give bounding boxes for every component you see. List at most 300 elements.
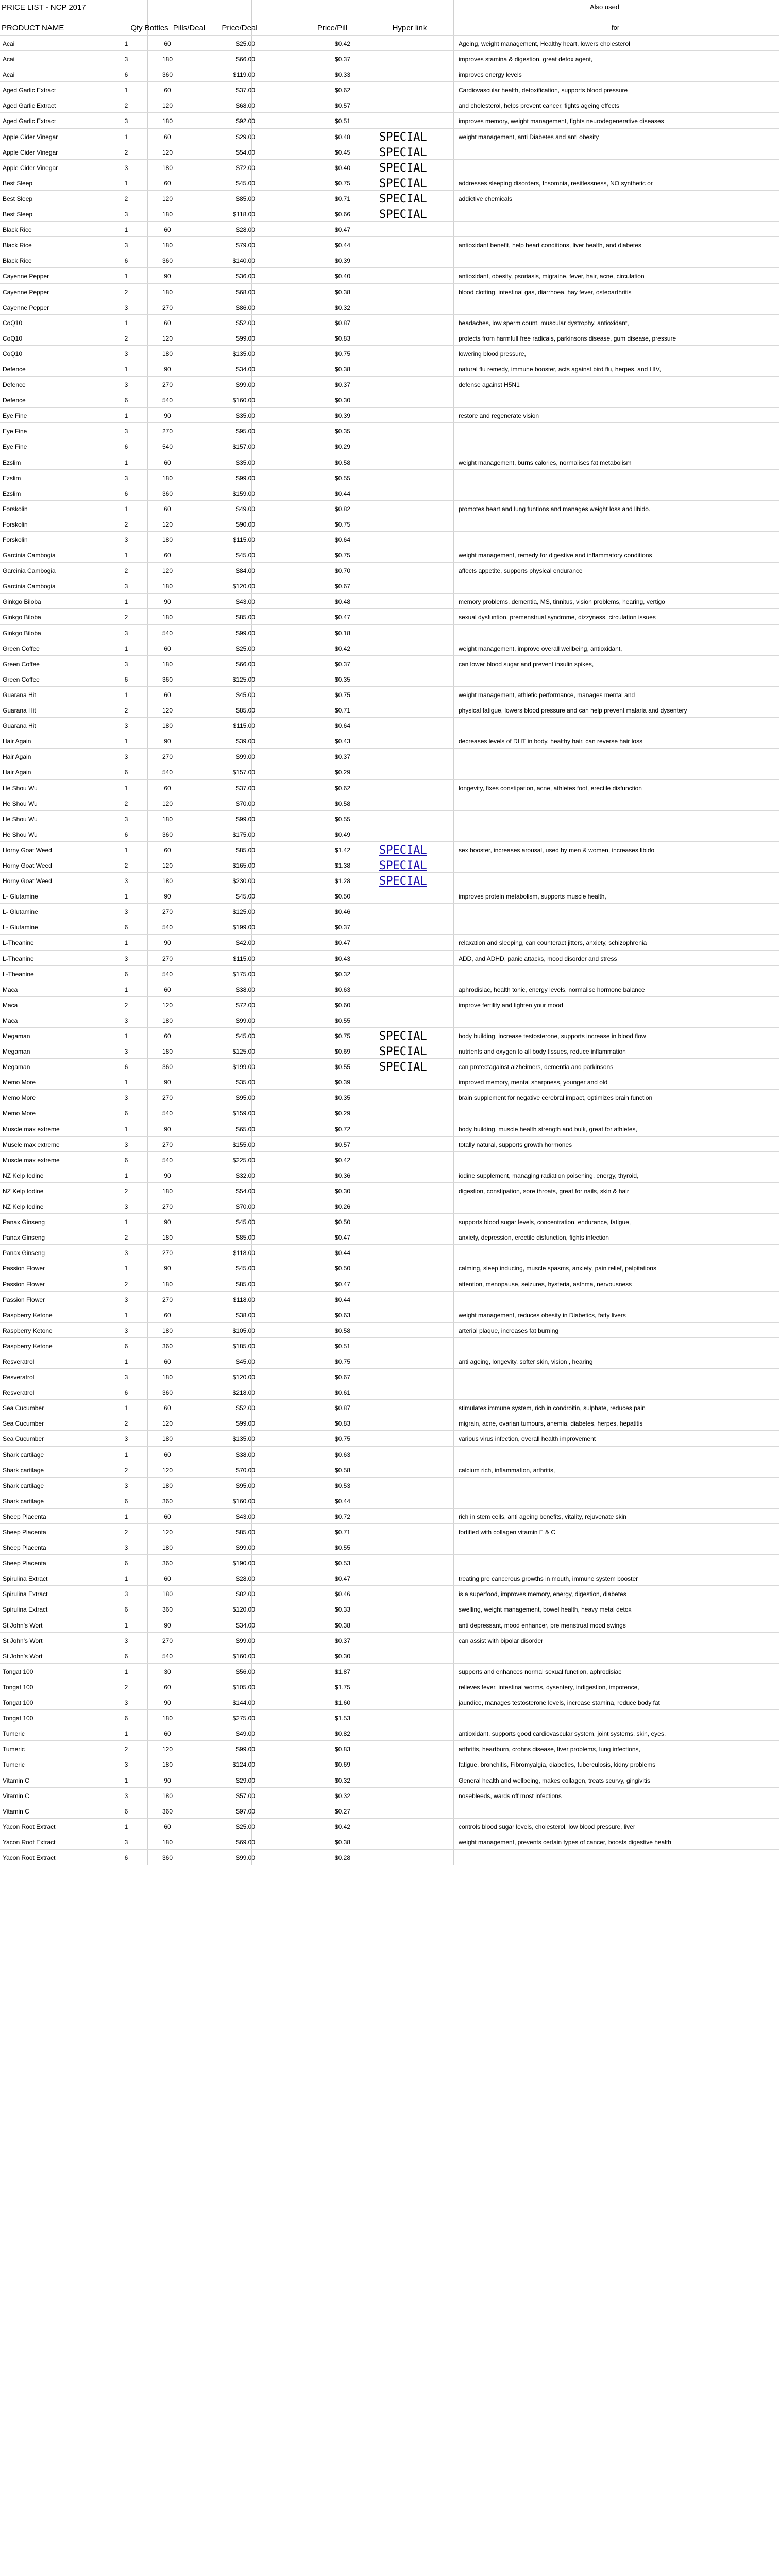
pills-per-deal: 270	[162, 1141, 173, 1148]
qty-bottles: 2	[124, 1234, 128, 1242]
price-per-pill: $0.71	[334, 1529, 350, 1536]
price-per-deal: $144.00	[232, 1699, 255, 1707]
special-label: SPECIAL	[379, 1045, 427, 1059]
price-per-deal: $135.00	[232, 1435, 255, 1443]
pills-per-deal: 180	[162, 1590, 173, 1598]
pills-per-deal: 90	[164, 1079, 171, 1087]
price-per-pill: $0.47	[334, 1234, 350, 1242]
product-name: Shark cartilage	[3, 1466, 44, 1474]
price-per-deal: $160.00	[232, 1497, 255, 1505]
price-per-pill: $0.44	[334, 242, 350, 249]
price-per-pill: $0.47	[334, 1575, 350, 1583]
table-row	[0, 965, 779, 981]
price-per-pill: $0.47	[334, 939, 350, 947]
pills-per-deal: 360	[162, 1854, 173, 1861]
product-name: Ginkgo Biloba	[3, 598, 41, 606]
pills-per-deal: 180	[162, 583, 173, 590]
pills-per-deal: 180	[162, 1280, 173, 1288]
price-per-deal: $115.00	[233, 955, 255, 962]
price-per-deal: $157.00	[232, 443, 255, 451]
price-per-pill: $0.39	[334, 1079, 350, 1087]
page-title: PRICE LIST - NCP 2017	[2, 3, 86, 12]
product-name: Sea Cucumber	[3, 1435, 44, 1443]
price-per-pill: $0.82	[334, 505, 350, 513]
qty-bottles: 2	[124, 614, 128, 621]
price-per-pill: $0.60	[334, 1001, 350, 1009]
pills-per-deal: 180	[162, 1016, 173, 1024]
table-row	[0, 826, 779, 841]
qty-bottles: 3	[124, 1435, 128, 1443]
price-per-deal: $86.00	[236, 303, 255, 311]
price-per-deal: $28.00	[236, 226, 255, 234]
qty-bottles: 1	[124, 893, 128, 901]
price-per-deal: $32.00	[236, 1172, 255, 1179]
product-name: CoQ10	[3, 334, 23, 342]
product-name: Garcinia Cambogia	[3, 552, 56, 560]
qty-bottles: 1	[124, 87, 128, 94]
price-per-deal: $165.00	[232, 861, 255, 869]
table-row	[0, 112, 779, 128]
product-name: Megaman	[3, 1032, 30, 1040]
table-row	[0, 1182, 779, 1198]
pills-per-deal: 90	[164, 893, 171, 901]
price-per-deal: $45.00	[236, 893, 255, 901]
product-name: Cayenne Pepper	[3, 273, 49, 280]
qty-bottles: 3	[124, 660, 128, 668]
qty-bottles: 3	[124, 1016, 128, 1024]
qty-bottles: 3	[124, 753, 128, 761]
price-per-deal: $68.00	[236, 102, 255, 110]
qty-bottles: 2	[124, 148, 128, 156]
qty-bottles: 3	[124, 1327, 128, 1334]
table-row	[0, 1554, 779, 1570]
pills-per-deal: 180	[162, 350, 173, 358]
price-per-pill: $0.47	[334, 614, 350, 621]
table-row	[0, 1384, 779, 1399]
qty-bottles: 1	[124, 1311, 128, 1319]
qty-bottles: 3	[124, 1374, 128, 1381]
product-name: Muscle max extreme	[3, 1141, 60, 1148]
table-row	[0, 1151, 779, 1167]
price-per-deal: $218.00	[232, 1389, 255, 1397]
table-row	[0, 500, 779, 516]
qty-bottles: 3	[124, 1637, 128, 1645]
also-used-for: blood clotting, intestinal gas, diarrhoea, hay fever, osteoarthritis	[459, 288, 632, 296]
qty-bottles: 6	[124, 1497, 128, 1505]
price-per-deal: $97.00	[236, 1807, 255, 1815]
product-name: Sheep Placenta	[3, 1560, 46, 1567]
table-row	[0, 1849, 779, 1865]
product-name: Garcinia Cambogia	[3, 583, 56, 590]
qty-bottles: 3	[124, 1482, 128, 1489]
price-per-deal: $82.00	[236, 1590, 255, 1598]
price-per-pill: $0.26	[334, 1203, 350, 1211]
qty-bottles: 3	[124, 1141, 128, 1148]
price-per-deal: $65.00	[236, 1125, 255, 1133]
also-used-for: and cholesterol, helps prevent cancer, fights ageing effects	[459, 102, 619, 110]
product-name: NZ Kelp Iodine	[3, 1172, 44, 1179]
also-used-for: improve fertility and lighten your mood	[459, 1001, 563, 1009]
table-row	[0, 578, 779, 593]
also-used-for: improves protein metabolism, supports muscle health,	[459, 893, 606, 901]
special-link[interactable]: SPECIAL	[379, 859, 427, 872]
table-row	[0, 1105, 779, 1120]
product-name: Memo More	[3, 1079, 36, 1087]
price-per-deal: $45.00	[236, 1358, 255, 1365]
product-name: St John's Wort	[3, 1652, 43, 1660]
also-used-for: General health and wellbeing, makes collagen, treats scurvy, gingivitis	[459, 1776, 650, 1784]
product-name: Apple Cider Vinegar	[3, 133, 58, 141]
pills-per-deal: 60	[164, 1311, 171, 1319]
price-per-deal: $37.00	[236, 784, 255, 792]
product-name: Maca	[3, 1001, 18, 1009]
pills-per-deal: 270	[162, 303, 173, 311]
qty-bottles: 2	[124, 334, 128, 342]
product-name: Green Coffee	[3, 645, 40, 652]
product-name: Panax Ginseng	[3, 1218, 45, 1226]
table-row	[0, 903, 779, 919]
price-per-deal: $52.00	[236, 1404, 255, 1412]
product-name: Eye Fine	[3, 412, 27, 420]
product-name: Horny Goat Weed	[3, 877, 52, 885]
price-per-deal: $38.00	[236, 1451, 255, 1459]
qty-bottles: 6	[124, 443, 128, 451]
product-name: Forskolin	[3, 520, 28, 528]
also-used-for: anti ageing, longevity, softer skin, vision , hearing	[459, 1358, 593, 1365]
product-name: He Shou Wu	[3, 831, 38, 838]
qty-bottles: 1	[124, 40, 128, 47]
pills-per-deal: 360	[162, 675, 173, 683]
product-name: L-Theanine	[3, 939, 34, 947]
qty-bottles: 1	[124, 691, 128, 699]
pills-per-deal: 120	[162, 1466, 173, 1474]
pills-per-deal: 360	[162, 257, 173, 265]
price-per-pill: $0.40	[334, 273, 350, 280]
product-name: Sheep Placenta	[3, 1544, 46, 1552]
special-label: SPECIAL	[379, 208, 427, 222]
qty-bottles: 6	[124, 924, 128, 931]
table-row	[0, 221, 779, 236]
table-row	[0, 1601, 779, 1616]
qty-bottles: 6	[124, 1063, 128, 1071]
qty-bottles: 1	[124, 1218, 128, 1226]
price-per-pill: $0.55	[334, 474, 350, 482]
price-per-deal: $38.00	[236, 1311, 255, 1319]
product-name: Muscle max extreme	[3, 1125, 60, 1133]
pills-per-deal: 180	[162, 288, 173, 296]
price-per-deal: $49.00	[236, 1730, 255, 1738]
product-name: Forskolin	[3, 505, 28, 513]
price-per-pill: $0.55	[334, 815, 350, 823]
product-name: Panax Ginseng	[3, 1234, 45, 1242]
price-per-pill: $0.51	[334, 1342, 350, 1350]
also-used-for: weight management, remedy for digestive and inflammatory conditions	[459, 552, 652, 560]
table-row	[0, 593, 779, 608]
also-used-for: brain supplement for negative cerebral impact, optimizes brain function	[459, 1094, 653, 1102]
pills-per-deal: 360	[162, 1342, 173, 1350]
header-also-used: Also used	[590, 3, 620, 11]
qty-bottles: 1	[124, 1823, 128, 1831]
table-row	[0, 438, 779, 453]
qty-bottles: 1	[124, 1032, 128, 1040]
table-row	[0, 795, 779, 810]
also-used-for: improves memory, weight management, fights neurodegenerative diseases	[459, 117, 664, 125]
pills-per-deal: 90	[164, 598, 171, 606]
price-per-pill: $0.44	[334, 1249, 350, 1257]
price-per-deal: $85.00	[236, 1234, 255, 1242]
pills-per-deal: 180	[162, 1838, 173, 1846]
product-name: He Shou Wu	[3, 815, 38, 823]
price-per-pill: $0.38	[334, 1838, 350, 1846]
table-row	[0, 1709, 779, 1725]
price-per-deal: $25.00	[236, 1823, 255, 1831]
product-name: Horny Goat Weed	[3, 861, 52, 869]
qty-bottles: 2	[124, 195, 128, 202]
pills-per-deal: 540	[162, 970, 173, 978]
also-used-for: Cardiovascular health, detoxification, supports blood pressure	[459, 87, 628, 94]
qty-bottles: 1	[124, 1776, 128, 1784]
pills-per-deal: 60	[164, 691, 171, 699]
price-per-deal: $45.00	[236, 691, 255, 699]
qty-bottles: 2	[124, 1280, 128, 1288]
price-per-pill: $0.40	[334, 164, 350, 172]
special-link[interactable]: SPECIAL	[379, 875, 427, 888]
price-per-pill: $0.82	[334, 1730, 350, 1738]
pills-per-deal: 540	[162, 769, 173, 776]
price-per-deal: $43.00	[236, 598, 255, 606]
product-name: Spirulina Extract	[3, 1606, 48, 1614]
product-name: Hair Again	[3, 738, 31, 745]
price-per-deal: $125.00	[232, 1048, 255, 1056]
product-name: Ezslim	[3, 474, 21, 482]
price-per-pill: $0.46	[334, 908, 350, 916]
also-used-for: calcium rich, inflammation, arthritis,	[459, 1466, 555, 1474]
pills-per-deal: 90	[164, 738, 171, 745]
also-used-for: arthritis, heartburn, crohns disease, liver problems, lung infections,	[459, 1745, 640, 1753]
product-name: Spirulina Extract	[3, 1575, 48, 1583]
price-per-pill: $1.42	[334, 846, 350, 854]
pills-per-deal: 180	[162, 1715, 173, 1722]
qty-bottles: 1	[124, 226, 128, 234]
pills-per-deal: 60	[164, 784, 171, 792]
price-per-pill: $0.58	[334, 1466, 350, 1474]
product-name: Passion Flower	[3, 1296, 45, 1303]
table-row	[0, 950, 779, 965]
also-used-for: supports and enhances normal sexual function, aphrodisiac	[459, 1668, 622, 1675]
qty-bottles: 1	[124, 412, 128, 420]
price-per-pill: $0.44	[334, 1497, 350, 1505]
price-per-deal: $34.00	[236, 1621, 255, 1629]
table-row	[0, 66, 779, 81]
pills-per-deal: 60	[164, 459, 171, 466]
special-link[interactable]: SPECIAL	[379, 843, 427, 857]
also-used-for: restore and regenerate vision	[459, 412, 539, 420]
price-per-pill: $0.30	[334, 1187, 350, 1195]
pills-per-deal: 180	[162, 1374, 173, 1381]
also-used-for: fatigue, bronchitis, Fibromyalgia, diabeties, tuberculosis, kidny problems	[459, 1761, 656, 1769]
pills-per-deal: 90	[164, 1218, 171, 1226]
product-name: Horny Goat Weed	[3, 846, 52, 854]
price-per-pill: $0.37	[334, 56, 350, 63]
pills-per-deal: 180	[162, 614, 173, 621]
qty-bottles: 1	[124, 846, 128, 854]
qty-bottles: 1	[124, 1730, 128, 1738]
price-per-deal: $95.00	[236, 428, 255, 435]
qty-bottles: 1	[124, 1079, 128, 1087]
also-used-for: digestion, constipation, sore throats, great for nails, skin & hair	[459, 1187, 629, 1195]
price-per-pill: $0.75	[334, 520, 350, 528]
pills-per-deal: 90	[164, 939, 171, 947]
table-row	[0, 516, 779, 531]
pills-per-deal: 60	[164, 226, 171, 234]
table-row	[0, 1244, 779, 1260]
pills-per-deal: 540	[162, 1110, 173, 1117]
qty-bottles: 3	[124, 1761, 128, 1769]
table-row	[0, 1337, 779, 1353]
price-per-pill: $0.35	[334, 1094, 350, 1102]
product-name: Yacon Root Extract	[3, 1823, 56, 1831]
price-per-deal: $120.00	[232, 1374, 255, 1381]
table-row	[0, 531, 779, 547]
also-used-for: swelling, weight management, bowel health, heavy metal detox	[459, 1606, 632, 1614]
pills-per-deal: 270	[162, 753, 173, 761]
table-row	[0, 1477, 779, 1493]
price-per-pill: $0.75	[334, 552, 350, 560]
qty-bottles: 3	[124, 1544, 128, 1552]
pills-per-deal: 60	[164, 179, 171, 187]
also-used-for: weight management, burns calories, normalises fat metabolism	[459, 459, 632, 466]
price-per-deal: $25.00	[236, 645, 255, 652]
qty-bottles: 3	[124, 629, 128, 637]
pills-per-deal: 120	[162, 334, 173, 342]
price-per-deal: $135.00	[232, 350, 255, 358]
product-name: Passion Flower	[3, 1280, 45, 1288]
product-name: Forskolin	[3, 536, 28, 544]
product-name: Eye Fine	[3, 443, 27, 451]
table-row	[0, 888, 779, 903]
table-row	[0, 919, 779, 934]
product-name: Memo More	[3, 1094, 36, 1102]
price-per-deal: $99.00	[236, 815, 255, 823]
qty-bottles: 6	[124, 675, 128, 683]
table-row	[0, 159, 779, 175]
product-name: Defence	[3, 381, 26, 389]
price-per-pill: $0.38	[334, 365, 350, 373]
product-name: Vitamin C	[3, 1776, 29, 1784]
qty-bottles: 2	[124, 1420, 128, 1428]
table-row	[0, 1493, 779, 1508]
qty-bottles: 6	[124, 1715, 128, 1722]
pills-per-deal: 60	[164, 1513, 171, 1520]
table-row	[0, 1679, 779, 1694]
pills-per-deal: 360	[162, 71, 173, 79]
table-row	[0, 392, 779, 407]
also-used-for: antioxidant benefit, help heart conditions, liver health, and diabetes	[459, 242, 641, 249]
also-used-for: nutrients and oxygen to all body tissues, reduce inflammation	[459, 1048, 626, 1056]
price-per-pill: $0.50	[334, 1218, 350, 1226]
price-per-pill: $0.29	[334, 769, 350, 776]
product-name: Sheep Placenta	[3, 1513, 46, 1520]
price-per-deal: $29.00	[236, 133, 255, 141]
pills-per-deal: 60	[164, 986, 171, 993]
pills-per-deal: 120	[162, 520, 173, 528]
qty-bottles: 3	[124, 722, 128, 730]
qty-bottles: 6	[124, 1560, 128, 1567]
qty-bottles: 1	[124, 552, 128, 560]
product-name: CoQ10	[3, 319, 23, 327]
table-row	[0, 1307, 779, 1322]
price-per-pill: $0.57	[334, 1141, 350, 1148]
qty-bottles: 1	[124, 1621, 128, 1629]
price-per-deal: $56.00	[236, 1668, 255, 1675]
price-per-deal: $85.00	[236, 614, 255, 621]
price-per-pill: $0.32	[334, 1776, 350, 1784]
pills-per-deal: 180	[162, 1482, 173, 1489]
price-per-pill: $0.71	[334, 195, 350, 202]
price-per-deal: $140.00	[232, 257, 255, 265]
price-per-pill: $0.50	[334, 893, 350, 901]
price-per-pill: $0.42	[334, 645, 350, 652]
also-used-for: defense against H5N1	[459, 381, 520, 389]
qty-bottles: 1	[124, 179, 128, 187]
price-per-pill: $0.69	[334, 1761, 350, 1769]
table-row	[0, 50, 779, 66]
price-per-pill: $0.83	[334, 334, 350, 342]
also-used-for: controls blood sugar levels, cholesterol, low blood pressure, liver	[459, 1823, 635, 1831]
price-per-pill: $0.75	[334, 350, 350, 358]
product-name: Best Sleep	[3, 211, 33, 218]
price-per-pill: $0.32	[334, 970, 350, 978]
price-per-pill: $0.49	[334, 831, 350, 838]
price-per-deal: $118.00	[233, 1249, 255, 1257]
pills-per-deal: 270	[162, 1203, 173, 1211]
qty-bottles: 6	[124, 1110, 128, 1117]
pills-per-deal: 180	[162, 1327, 173, 1334]
price-per-deal: $92.00	[236, 117, 255, 125]
pills-per-deal: 360	[162, 1389, 173, 1397]
also-used-for: improves energy levels	[459, 71, 522, 79]
product-name: Spirulina Extract	[3, 1590, 48, 1598]
product-name: Garcinia Cambogia	[3, 567, 56, 575]
price-per-pill: $0.43	[334, 955, 350, 962]
qty-bottles: 3	[124, 1838, 128, 1846]
also-used-for: arterial plaque, increases fat burning	[459, 1327, 559, 1334]
special-label: SPECIAL	[379, 1061, 427, 1074]
price-per-deal: $99.00	[236, 334, 255, 342]
product-name: L-Theanine	[3, 955, 34, 962]
price-per-deal: $125.00	[232, 675, 255, 683]
also-used-for: addictive chemicals	[459, 195, 513, 202]
product-name: Panax Ginseng	[3, 1249, 45, 1257]
price-per-deal: $120.00	[232, 1606, 255, 1614]
pills-per-deal: 270	[162, 1296, 173, 1303]
price-per-pill: $0.42	[334, 40, 350, 47]
also-used-for: body building, muscle health strength and bulk, great for athletes,	[459, 1125, 637, 1133]
price-per-pill: $0.29	[334, 1110, 350, 1117]
table-row	[0, 1229, 779, 1244]
price-per-deal: $225.00	[232, 1156, 255, 1164]
qty-bottles: 6	[124, 397, 128, 404]
qty-bottles: 1	[124, 939, 128, 947]
price-per-pill: $0.38	[334, 1621, 350, 1629]
qty-bottles: 6	[124, 1389, 128, 1397]
product-name: Shark cartilage	[3, 1482, 44, 1489]
price-per-deal: $68.00	[236, 288, 255, 296]
also-used-for: promotes heart and lung funtions and manages weight loss and libido.	[459, 505, 651, 513]
qty-bottles: 1	[124, 784, 128, 792]
table-row	[0, 314, 779, 330]
table-row	[0, 422, 779, 438]
